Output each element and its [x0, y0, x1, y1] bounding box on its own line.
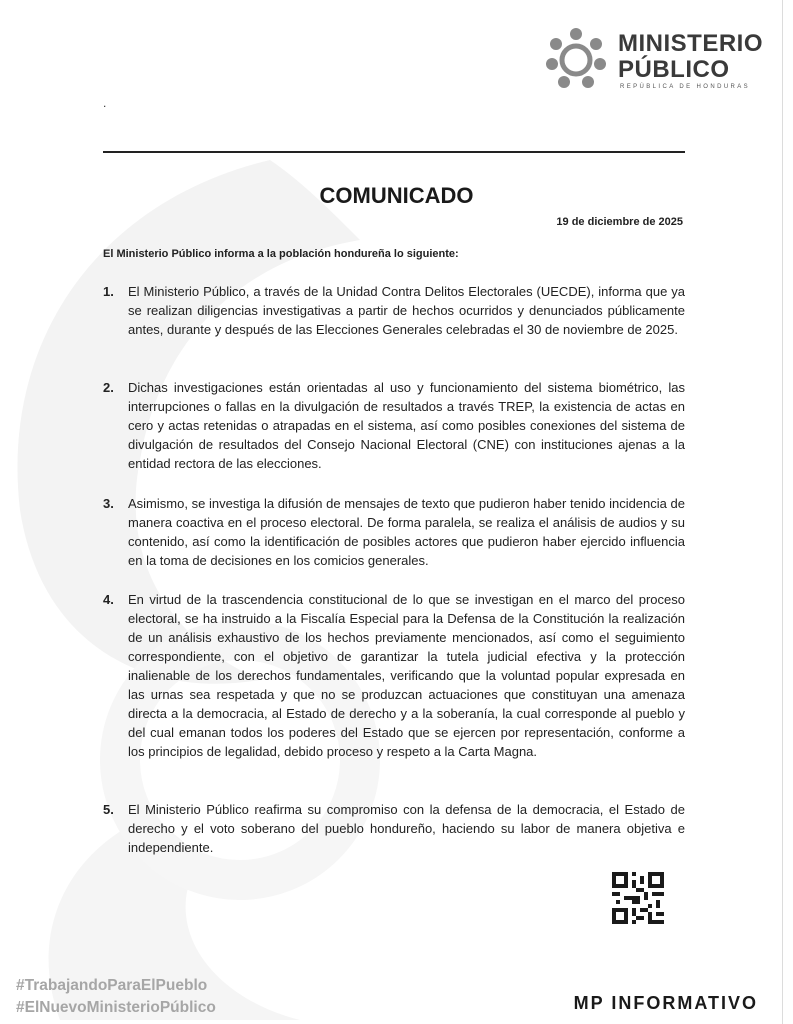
list-item-number: 3.	[103, 496, 114, 511]
footer-hashtags	[16, 975, 216, 1019]
list-item-4	[103, 590, 685, 761]
document-date: 19 de diciembre de 2025	[556, 216, 683, 228]
logo-emblem-icon	[540, 24, 612, 96]
list-item-text: Dichas investigaciones están orientadas al uso y funcionamiento del sistema biométrico, las interrupciones o fallas en la divulgación de resultados a través TREP, la existencia de actas en cero y actas retenidas o atrapadas en el sistema, así como posibles conexiones del sistema de divulgación de resultados del Consejo Nacional Electoral (CNE) con instituciones ajenas a la entidad rectora de las elecciones.	[128, 380, 685, 471]
stray-dot: .	[103, 96, 107, 110]
hashtag-nuevo-ministerio: #ElNuevoMinisterioPúblico	[16, 999, 216, 1016]
document-title: COMUNICADO	[319, 183, 474, 208]
hashtag-trabajando: #TrabajandoParaElPueblo	[16, 977, 208, 994]
qr-code-icon[interactable]	[612, 872, 664, 924]
list-item-number: 2.	[103, 380, 114, 395]
list-item-number: 5.	[103, 802, 114, 817]
list-item-text: En virtud de la trascendencia constitucional de lo que se investigan en el marco del proceso electoral, se ha instruido a la Fiscalía Especial para la Defensa de la Constitución la realización de un análisis exhaustivo de los hechos previamente mencionados, así como el seguimiento correspondiente, con el objetivo de garantizar la tutela judicial efectiva y la protección inalienable de los derechos fundamentales, verificando que la voluntad popular expresada en las urnas sea respetada y que no se produzcan actuaciones que constituyan una amenaza directa a la democracia, al Estado de derecho y a la soberanía, la cual corresponde al pueblo y del cual emanan todos los poderes del Estado que se ejercen por representación, conforme a los principios de legalidad, debido proceso y respeto a la Carta Magna.	[128, 592, 685, 759]
footer-brand: MP INFORMATIVO	[573, 993, 758, 1013]
right-edge-rule	[782, 0, 783, 1024]
list-item-2	[103, 378, 685, 473]
logo-line-publico: PÚBLICO	[618, 56, 730, 83]
list-item-1	[103, 282, 685, 339]
document-intro: El Ministerio Público informa a la población hondureña lo siguiente:	[103, 248, 459, 260]
ministerio-publico-logo	[540, 24, 770, 96]
list-item-5	[103, 800, 685, 857]
header-divider	[103, 151, 685, 153]
list-item-3	[103, 494, 685, 570]
list-item-number: 1.	[103, 284, 114, 299]
list-item-number: 4.	[103, 592, 114, 607]
list-item-text: El Ministerio Público reafirma su compromiso con la defensa de la democracia, el Estado de derecho y el voto soberano del pueblo hondureño, haciendo su labor de manera objetiva e independiente.	[128, 802, 685, 855]
logo-line-country: REPÚBLICA DE HONDURAS	[620, 84, 751, 90]
list-item-text: El Ministerio Público, a través de la Unidad Contra Delitos Electorales (UECDE), informa que ya se realizan diligencias investigativas a partir de hechos ocurridos y denunciados públicamente antes, durante y después de las Elecciones Generales celebradas el 30 de noviembre de 2025.	[128, 284, 685, 337]
logo-line-ministerio: MINISTERIO	[618, 30, 764, 57]
list-item-text: Asimismo, se investiga la difusión de mensajes de texto que pudieron haber tenido incidencia de manera coactiva en el proceso electoral. De forma paralela, se realiza el análisis de audios y su contenido, así como la identificación de posibles actores que pudieron haber ejercido influencia en la toma de decisiones en los comicios generales.	[128, 496, 685, 568]
